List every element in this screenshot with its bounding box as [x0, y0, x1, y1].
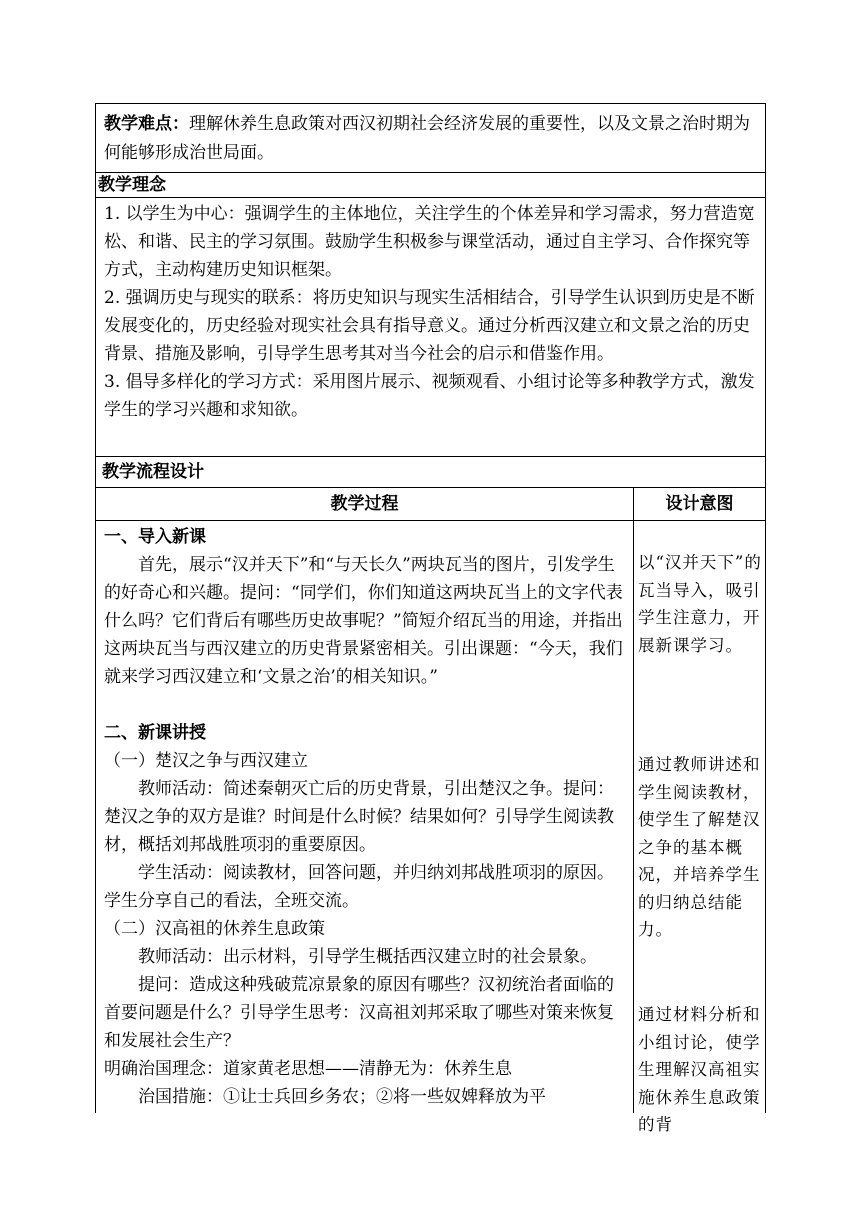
- difficulty-label: 教学难点：: [104, 114, 189, 134]
- process-cell: [96, 521, 634, 1114]
- section2-student1: 学生活动：阅读教材，回答问题，并归纳刘邦战胜项羽的原因。学生分享自己的看法，全班交流。: [104, 863, 614, 911]
- section1-para: 首先，展示“汉并天下”和“与天长久”两块瓦当的图片，引发学生的好奇心和兴趣。提问：“同学们，你们知道这两块瓦当上的文字代表什么吗？它们背后有哪些历史故事呢？”简短介绍瓦当的用途，并指出这两块瓦当与西汉建立的历史背景紧密相关。引出课题：“今天，我们就来学习西汉建立和‘文景之治’的相关知识。”: [104, 555, 623, 687]
- section2-measures: 治国措施：①让士兵回乡务农；②将一些奴婢释放为平: [138, 1087, 546, 1107]
- difficulty-row: [96, 104, 766, 173]
- section2-question2: 提问：造成这种残破荒凉景象的原因有哪些？汉初统治者面临的首要问题是什么？引导学生思考：汉高祖刘邦采取了哪些对策来恢复和发展社会生产？: [104, 975, 614, 1051]
- philosophy-item-1: 1. 以学生为中心：强调学生的主体地位，关注学生的个体差异和学习需求，努力营造宽松、和谐、民主的学习氛围。鼓励学生积极参与课堂活动，通过自主学习、合作探究等方式，主动构建历史知识框架。: [104, 204, 755, 280]
- intent-1: 以“汉并天下”的瓦当导入，吸引学生注意力，开展新课学习。: [638, 553, 762, 655]
- flow-title: 教学流程设计: [96, 457, 766, 488]
- difficulty-text: 理解休养生息政策对西汉初期社会经济发展的重要性，以及文景之治时期为何能够形成治世局面。: [104, 114, 750, 163]
- flow-title-row: [96, 457, 766, 488]
- philosophy-item-3: 3. 倡导多样化的学习方式：采用图片展示、视频观看、小组讨论等多种教学方式，激发学生的学习兴趣和求知欲。: [104, 372, 755, 420]
- difficulty-cell: [96, 104, 766, 173]
- flow-header-row: [96, 488, 766, 521]
- philosophy-body: [96, 198, 766, 457]
- philosophy-body-row: [96, 198, 766, 457]
- section2-heading: 二、新课讲授: [104, 723, 206, 743]
- philosophy-item-2: 2. 强调历史与现实的联系：将历史知识与现实生活相结合，引导学生认识到历史是不断发展变化的，历史经验对现实社会具有指导意义。通过分析西汉建立和文景之治的历史背景、措施及影响，引导学生思考其对当今社会的启示和借鉴作用。: [104, 288, 755, 364]
- intent-cell: [634, 521, 766, 1134]
- intent-3: 通过材料分析和小组讨论，使学生理解汉高祖实施休养生息政策的背: [638, 1005, 761, 1134]
- lesson-plan-table: [95, 103, 766, 1134]
- spacer: [104, 691, 625, 719]
- section2-sub1: （一）楚汉之争与西汉建立: [104, 751, 308, 771]
- col-intent-header: 设计意图: [634, 488, 766, 521]
- section2-sub2: （二）汉高祖的休养生息政策: [104, 919, 325, 939]
- lesson-plan-page: [95, 103, 765, 1134]
- philosophy-title-row: [96, 173, 766, 198]
- philosophy-title: 教学理念: [96, 173, 766, 198]
- section1-heading: 一、导入新课: [104, 527, 206, 547]
- flow-content-row: [96, 521, 766, 1114]
- col-process-header: 教学过程: [96, 488, 634, 521]
- section2-teacher1: 教师活动：简述秦朝灭亡后的历史背景，引出楚汉之争。提问：楚汉之争的双方是谁？时间是什么时候？结果如何？引导学生阅读教材，概括刘邦战胜项羽的重要原因。: [104, 779, 614, 855]
- intent-2: 通过教师讲述和学生阅读教材，使学生了解楚汉之争的基本概况，并培养学生的归纳总结能力。: [638, 755, 761, 939]
- section2-teacher2: 教师活动：出示材料，引导学生概括西汉建立时的社会景象。: [138, 947, 597, 967]
- section2-idea: 明确治国理念：道家黄老思想——清静无为：休养生息: [104, 1059, 512, 1079]
